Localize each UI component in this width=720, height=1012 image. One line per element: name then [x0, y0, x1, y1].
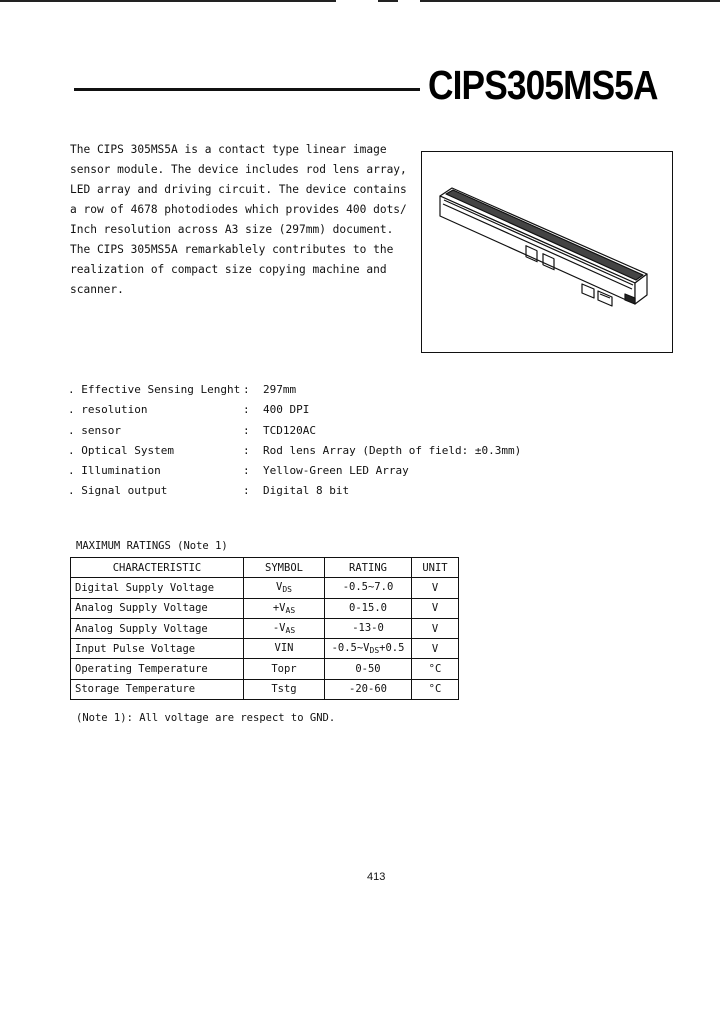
symbol-main: +V	[272, 601, 286, 614]
characteristic-cell: Storage Temperature	[71, 679, 244, 699]
characteristic-cell: Analog Supply Voltage	[71, 618, 244, 638]
table-row	[71, 618, 459, 638]
intro-line: realization of compact size copying machine and	[70, 263, 387, 276]
rating-cell	[325, 618, 412, 638]
spec-colon: :	[243, 464, 250, 478]
table-row	[71, 659, 459, 679]
unit-cell: V	[412, 578, 459, 598]
table-row	[71, 639, 459, 659]
symbol-cell	[244, 659, 325, 679]
spec-label: . Illumination	[68, 464, 161, 478]
spec-value: Digital 8 bit	[263, 484, 350, 498]
spec-colon: :	[243, 423, 250, 437]
symbol-sub: AS	[285, 605, 296, 615]
characteristic-cell: Digital Supply Voltage	[71, 578, 244, 598]
rating-pre: -0.5~7.0	[342, 581, 394, 594]
spec-label: . resolution	[68, 403, 148, 417]
rating-sub: DS	[369, 646, 380, 656]
spec-value: Yellow-Green LED Array	[263, 464, 409, 478]
rating-cell	[325, 578, 412, 598]
spec-label: . Signal output	[68, 484, 168, 498]
rating-pre: -0.5~V	[331, 642, 370, 655]
symbol-cell	[244, 598, 325, 618]
intro-line: scanner.	[70, 283, 124, 296]
spec-label: . Effective Sensing Lenght	[68, 383, 241, 396]
scan-edge-mark	[0, 0, 336, 2]
characteristic-cell: Analog Supply Voltage	[71, 598, 244, 618]
column-header: SYMBOL	[244, 558, 325, 578]
rating-cell	[325, 639, 412, 659]
rating-post: +0.5	[379, 642, 405, 655]
spec-value: TCD120AC	[263, 423, 316, 437]
spec-label: . Optical System	[68, 443, 174, 457]
scan-edge-mark	[420, 0, 720, 2]
rating-cell	[325, 598, 412, 618]
symbol-cell	[244, 578, 325, 598]
unit-cell: V	[412, 598, 459, 618]
intro-line: Inch resolution across A3 size (297mm) document.	[70, 223, 394, 236]
spec-value: 297mm	[263, 383, 297, 396]
table-row	[71, 598, 459, 618]
spec-colon: :	[243, 403, 250, 417]
rating-pre: 0-50	[355, 662, 381, 675]
rating-pre: -20-60	[349, 682, 387, 695]
symbol-main: VIN	[274, 642, 294, 655]
unit-cell: °C	[412, 679, 459, 699]
unit-cell: V	[412, 618, 459, 638]
column-header: CHARACTERISTIC	[71, 558, 244, 578]
rating-cell	[325, 659, 412, 679]
table-footnote: (Note 1): All voltage are respect to GND.	[76, 712, 336, 724]
characteristic-cell: Input Pulse Voltage	[71, 639, 244, 659]
rating-cell	[325, 679, 412, 699]
symbol-main: Tstg	[271, 682, 297, 695]
symbol-cell	[244, 618, 325, 638]
characteristic-cell: Operating Temperature	[71, 659, 244, 679]
spec-value: 400 DPI	[263, 403, 310, 417]
spec-value: Rod lens Array (Depth of field: ±0.3mm)	[263, 443, 522, 457]
intro-line: The CIPS 305MS5A is a contact type linear image	[70, 143, 387, 156]
intro-paragraph	[70, 140, 420, 300]
spec-colon: :	[243, 383, 250, 396]
symbol-main: -V	[272, 622, 286, 635]
rating-pre: -13-0	[352, 622, 384, 635]
unit-cell: °C	[412, 659, 459, 679]
symbol-main: Topr	[271, 662, 297, 675]
page-title: CIPS305MS5A	[428, 62, 658, 108]
symbol-main: V	[276, 581, 283, 594]
rating-pre: 0-15.0	[349, 601, 387, 614]
sensor-module-drawing	[422, 152, 671, 351]
module-illustration	[421, 151, 673, 353]
spec-colon: :	[243, 484, 250, 498]
symbol-cell	[244, 679, 325, 699]
symbol-sub: AS	[285, 626, 296, 636]
intro-line: sensor module. The device includes rod lens array,	[70, 163, 407, 176]
table-header-row	[71, 558, 459, 578]
max-ratings-table	[70, 557, 459, 700]
table-row	[71, 578, 459, 598]
symbol-sub: DS	[282, 585, 292, 595]
symbol-cell	[244, 639, 325, 659]
spec-colon: :	[243, 443, 250, 457]
page-number: 413	[367, 871, 386, 883]
ratings-title: MAXIMUM RATINGS (Note 1)	[76, 540, 228, 552]
spec-label: . sensor	[68, 423, 121, 437]
column-header: UNIT	[412, 558, 459, 578]
intro-line: The CIPS 305MS5A remarkablely contributes to the	[70, 243, 394, 256]
intro-line: a row of 4678 photodiodes which provides 400 dots/	[70, 203, 407, 216]
title-rule	[74, 88, 420, 91]
scan-edge-mark	[378, 0, 398, 2]
intro-line: LED array and driving circuit. The device contains	[70, 183, 407, 196]
column-header: RATING	[325, 558, 412, 578]
unit-cell: V	[412, 639, 459, 659]
table-row	[71, 679, 459, 699]
